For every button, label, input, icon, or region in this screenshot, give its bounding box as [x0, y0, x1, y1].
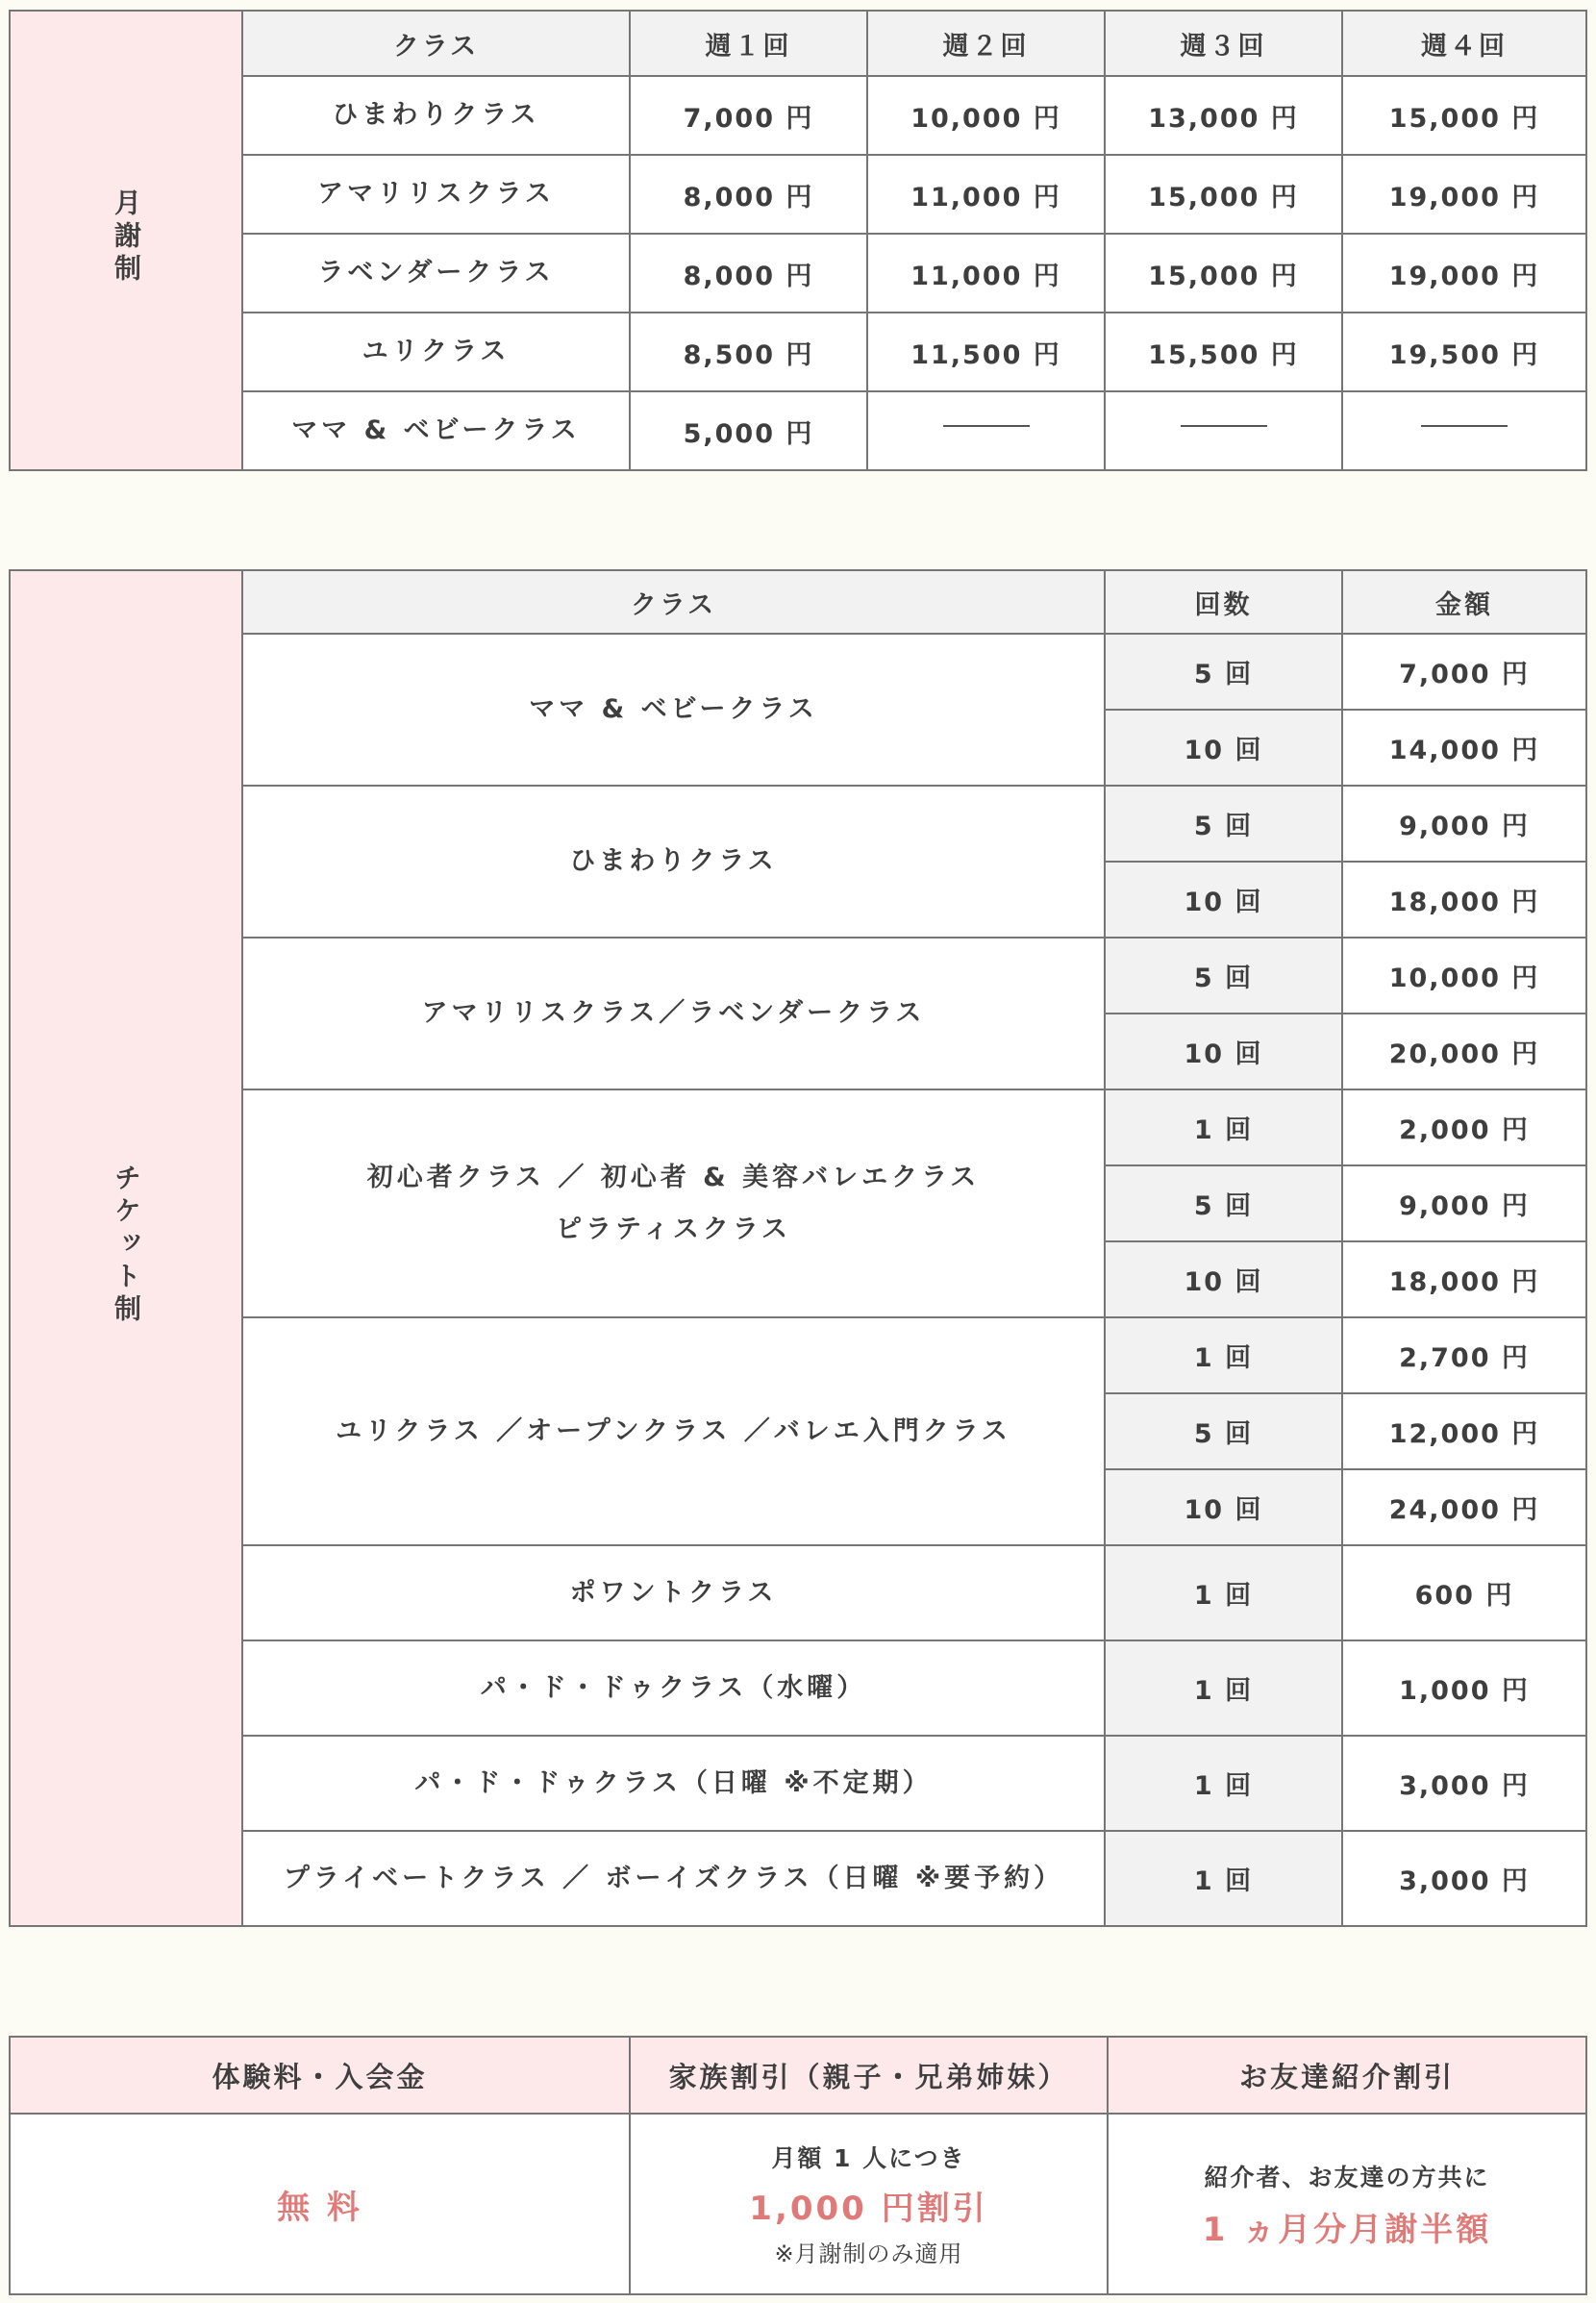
price-cell: 3,000 円	[1342, 1736, 1586, 1831]
price-cell: 8,000 円	[630, 155, 867, 234]
count-cell: 5 回	[1105, 634, 1342, 710]
discount-header-trial: 体験料・入会金	[10, 2037, 630, 2114]
price-cell: 15,000 円	[1105, 155, 1342, 234]
table-row	[10, 391, 1586, 470]
price-cell: 19,000 円	[1342, 234, 1586, 313]
table-row	[10, 76, 1586, 155]
ticket-header-amount: 金額	[1342, 570, 1586, 634]
family-discount-cell	[630, 2114, 1108, 2294]
discount-header-family: 家族割引（親子・兄弟姉妹）	[630, 2037, 1108, 2114]
count-cell: 5 回	[1105, 786, 1342, 862]
price-cell: 18,000 円	[1342, 862, 1586, 938]
trial-fee-value: 無 料	[277, 2188, 362, 2227]
price-cell: 11,000 円	[867, 155, 1105, 234]
table-row	[10, 234, 1586, 313]
ticket-fee-table	[9, 569, 1587, 1927]
count-cell: 1 回	[1105, 1089, 1342, 1165]
price-cell: 5,000 円	[630, 391, 867, 470]
price-cell: 7,000 円	[1342, 634, 1586, 710]
friend-discount-value: 1 ヵ月分月謝半額	[1202, 2210, 1492, 2249]
not-available-dash	[1105, 391, 1342, 470]
class-name: ユリクラス ／オープンクラス ／バレエ入門クラス	[242, 1317, 1105, 1545]
price-cell: 15,500 円	[1105, 313, 1342, 391]
class-name: パ・ド・ドゥクラス（日曜 ※不定期）	[242, 1736, 1105, 1831]
table-row	[10, 786, 1586, 862]
count-cell: 10 回	[1105, 1014, 1342, 1089]
table-row	[10, 313, 1586, 391]
discount-table	[9, 2036, 1587, 2295]
ticket-side-label: チケット制	[10, 570, 242, 1926]
count-cell: 1 回	[1105, 1545, 1342, 1640]
class-name: ママ & ベビークラス	[242, 391, 630, 470]
price-cell: 24,000 円	[1342, 1469, 1586, 1545]
discount-header-friend: お友達紹介割引	[1108, 2037, 1586, 2114]
discount-header-row	[10, 2037, 1586, 2114]
monthly-fee-table	[9, 10, 1587, 471]
friend-discount-cell	[1108, 2114, 1586, 2294]
count-cell: 5 回	[1105, 938, 1342, 1014]
price-cell: 12,000 円	[1342, 1393, 1586, 1469]
count-cell: 10 回	[1105, 1241, 1342, 1317]
table-row	[10, 1317, 1586, 1393]
price-cell: 7,000 円	[630, 76, 867, 155]
price-cell: 13,000 円	[1105, 76, 1342, 155]
count-cell: 5 回	[1105, 1393, 1342, 1469]
ticket-header-row	[10, 570, 1586, 634]
price-cell: 9,000 円	[1342, 1165, 1586, 1241]
ticket-header-class: クラス	[242, 570, 1105, 634]
monthly-header-week4: 週４回	[1342, 11, 1586, 76]
class-name: ユリクラス	[242, 313, 630, 391]
count-cell: 10 回	[1105, 862, 1342, 938]
ticket-header-count: 回数	[1105, 570, 1342, 634]
count-cell: 1 回	[1105, 1831, 1342, 1926]
price-cell: 15,000 円	[1342, 76, 1586, 155]
price-cell: 3,000 円	[1342, 1831, 1586, 1926]
class-name: プライベートクラス ／ ボーイズクラス（日曜 ※要予約）	[242, 1831, 1105, 1926]
discount-body-row	[10, 2114, 1586, 2294]
price-cell: 10,000 円	[1342, 938, 1586, 1014]
price-cell: 19,500 円	[1342, 313, 1586, 391]
family-discount-value: 1,000 円割引	[749, 2190, 988, 2228]
price-cell: 2,700 円	[1342, 1317, 1586, 1393]
table-row	[10, 1831, 1586, 1926]
class-name: ポワントクラス	[242, 1545, 1105, 1640]
table-row	[10, 938, 1586, 1014]
price-cell: 9,000 円	[1342, 786, 1586, 862]
family-discount-note: ※月謝制のみ適用	[774, 2240, 963, 2267]
count-cell: 1 回	[1105, 1317, 1342, 1393]
table-row	[10, 1089, 1586, 1165]
table-row	[10, 634, 1586, 710]
class-name: ママ & ベビークラス	[242, 634, 1105, 786]
price-cell: 600 円	[1342, 1545, 1586, 1640]
class-name: パ・ド・ドゥクラス（水曜）	[242, 1640, 1105, 1736]
price-cell: 2,000 円	[1342, 1089, 1586, 1165]
not-available-dash	[867, 391, 1105, 470]
price-cell: 19,000 円	[1342, 155, 1586, 234]
monthly-header-week3: 週３回	[1105, 11, 1342, 76]
trial-fee-cell	[10, 2114, 630, 2294]
class-name: ひまわりクラス	[242, 786, 1105, 938]
count-cell: 10 回	[1105, 1469, 1342, 1545]
monthly-header-class: クラス	[242, 11, 630, 76]
price-cell: 15,000 円	[1105, 234, 1342, 313]
price-cell: 20,000 円	[1342, 1014, 1586, 1089]
not-available-dash	[1342, 391, 1586, 470]
price-cell: 14,000 円	[1342, 710, 1586, 786]
monthly-side-label: 月謝制	[10, 11, 242, 470]
price-cell: 11,500 円	[867, 313, 1105, 391]
count-cell: 1 回	[1105, 1640, 1342, 1736]
table-row	[10, 1640, 1586, 1736]
class-name: ひまわりクラス	[242, 76, 630, 155]
monthly-header-row	[10, 11, 1586, 76]
table-row	[10, 1736, 1586, 1831]
price-cell: 10,000 円	[867, 76, 1105, 155]
monthly-header-week2: 週２回	[867, 11, 1105, 76]
count-cell: 1 回	[1105, 1736, 1342, 1831]
price-cell: 1,000 円	[1342, 1640, 1586, 1736]
table-row	[10, 155, 1586, 234]
family-discount-text: 月額 1 人につき	[771, 2144, 966, 2172]
friend-discount-text: 紹介者、お友達の方共に	[1204, 2163, 1490, 2191]
class-name: アマリリスクラス／ラベンダークラス	[242, 938, 1105, 1089]
count-cell: 5 回	[1105, 1165, 1342, 1241]
price-cell: 11,000 円	[867, 234, 1105, 313]
class-name: アマリリスクラス	[242, 155, 630, 234]
count-cell: 10 回	[1105, 710, 1342, 786]
table-row	[10, 1545, 1586, 1640]
price-cell: 8,500 円	[630, 313, 867, 391]
monthly-header-week1: 週１回	[630, 11, 867, 76]
class-name: ラベンダークラス	[242, 234, 630, 313]
price-cell: 18,000 円	[1342, 1241, 1586, 1317]
class-name: 初心者クラス ／ 初心者 & 美容バレエクラス ピラティスクラス	[242, 1089, 1105, 1317]
price-cell: 8,000 円	[630, 234, 867, 313]
